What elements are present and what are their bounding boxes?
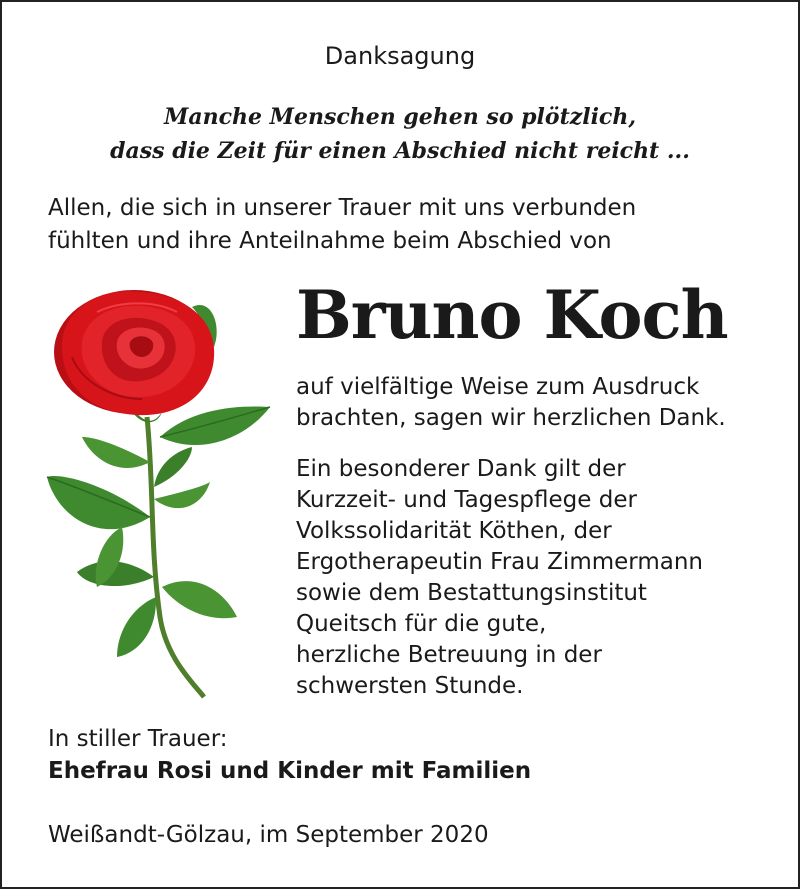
deceased-name: Bruno Koch — [296, 276, 728, 354]
special-thanks-line: schwersten Stunde. — [296, 673, 524, 699]
place-date: Weißandt-Gölzau, im September 2020 — [48, 822, 489, 848]
special-thanks-line: herzliche Betreuung in der — [296, 642, 602, 668]
special-thanks-line: Volkssolidarität Köthen, der — [296, 518, 612, 544]
special-thanks-line: Ein besonderer Dank gilt der — [296, 456, 626, 482]
special-thanks-line: Queitsch für die gute, — [296, 611, 547, 637]
quote-line: dass die Zeit für einen Abschied nicht reicht ... — [110, 138, 690, 164]
quote — [2, 100, 798, 168]
special-thanks-text — [296, 454, 776, 702]
special-thanks-line: Ergotherapeutin Frau Zimmermann — [296, 549, 703, 575]
intro-line: Allen, die sich in unserer Trauer mit uns verbunden — [48, 195, 637, 221]
mourning-label: In stiller Trauer: — [48, 726, 228, 752]
heading: Danksagung — [324, 42, 476, 70]
family-signature: Ehefrau Rosi und Kinder mit Familien — [48, 758, 532, 784]
thanks-line: brachten, sagen wir herzlichen Dank. — [296, 405, 726, 431]
thanks-line: auf vielfältige Weise zum Ausdruck — [296, 374, 700, 400]
special-thanks-line: Kurzzeit- und Tagespflege der — [296, 487, 637, 513]
intro-line: fühlten und ihre Anteilnahme beim Abschied von — [48, 228, 612, 254]
intro-text — [48, 192, 768, 258]
special-thanks-line: sowie dem Bestattungsinstitut — [296, 580, 647, 606]
quote-line: Manche Menschen gehen so plötzlich, — [163, 104, 636, 130]
red-rose-icon — [42, 287, 277, 702]
thanks-text — [296, 372, 776, 434]
